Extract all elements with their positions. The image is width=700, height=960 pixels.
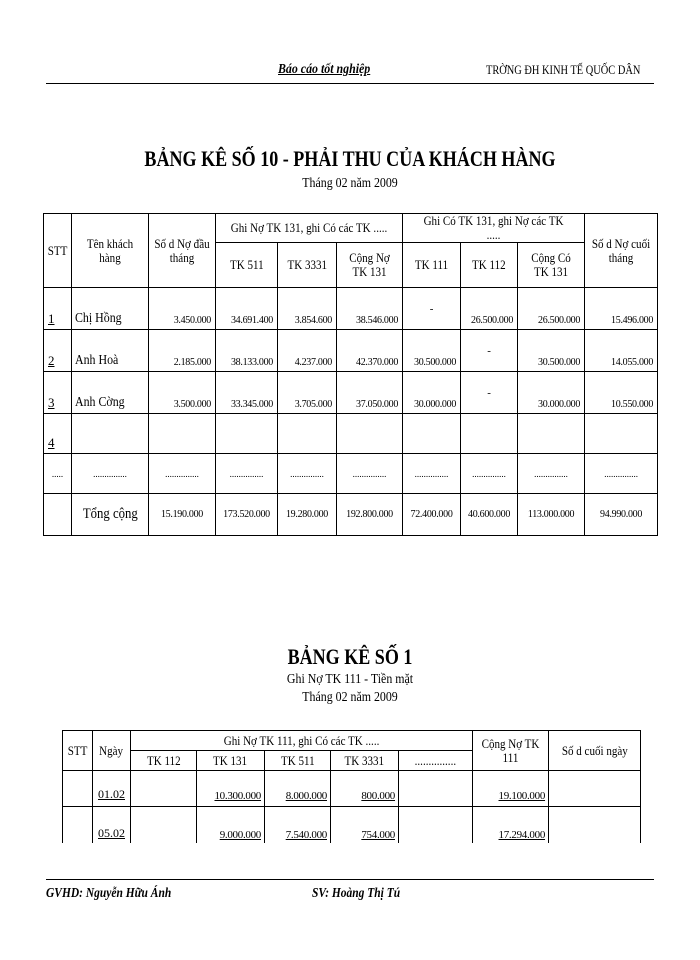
dots-cell: ............... <box>585 454 658 494</box>
total-closing: 94.990.000 <box>585 494 658 536</box>
row-opening: 3.450.000 <box>149 288 216 330</box>
table2-title: BẢNG KÊ SỐ 1 <box>287 644 413 669</box>
row-total: 17.294.000 <box>473 807 549 843</box>
row-date: 05.02 <box>93 807 131 843</box>
dots-cell: ............... <box>518 454 585 494</box>
row-stt: 2 <box>44 330 72 372</box>
row-stt: 3 <box>44 372 72 414</box>
total-tk112: 40.600.000 <box>461 494 518 536</box>
table1-title: BẢNG KÊ SỐ 10 - PHẢI THU CỦA KHÁCH HÀNG <box>144 146 556 171</box>
supervisor-name: GVHD: Nguyễn Hữu Ánh <box>46 886 172 901</box>
total-opening: 15.190.000 <box>149 494 216 536</box>
row-customer-name: Chị Hồng <box>72 288 149 330</box>
row-credit-total: 30.500.000 <box>518 330 585 372</box>
total-tk3331: 19.280.000 <box>278 494 337 536</box>
col-stt: STT <box>63 731 93 771</box>
col-debit-group: Ghi Nợ TK 131, ghi Có các TK ..... <box>216 214 403 243</box>
table-row <box>44 414 658 454</box>
row-tk111: 30.000.000 <box>403 372 461 414</box>
university-name: TRỜNG ĐH KINH TẾ QUỐC DÂN <box>486 62 641 77</box>
col-customer-name: Tên khách hàng <box>72 214 149 288</box>
row-tk511: 7.540.000 <box>265 807 331 843</box>
total-debit: 192.800.000 <box>337 494 403 536</box>
table2-subtitle: Ghi Nợ TK 111 - Tiền mặt <box>286 672 414 687</box>
footer-divider <box>46 879 654 880</box>
row-tk112: 26.500.000 <box>461 288 518 330</box>
col-tk112: TK 112 <box>131 751 197 771</box>
col-tk511: TK 511 <box>216 243 278 288</box>
dots-cell: ............... <box>216 454 278 494</box>
row-tk511: 8.000.000 <box>265 771 331 807</box>
row-closing: 15.496.000 <box>585 288 658 330</box>
col-debit-total: Cộng Nợ TK 131 <box>337 243 403 288</box>
row-tk131: 10.300.000 <box>197 771 265 807</box>
row-closing: 10.550.000 <box>585 372 658 414</box>
dots-cell: ............... <box>403 454 461 494</box>
table-row <box>44 330 658 372</box>
col-tk511: TK 511 <box>265 751 331 771</box>
total-credit: 113.000.000 <box>518 494 585 536</box>
col-more: ............... <box>399 751 473 771</box>
row-total: 19.100.000 <box>473 771 549 807</box>
total-label: Tổng cộng <box>72 494 149 536</box>
row-tk131: 9.000.000 <box>197 807 265 843</box>
table2-period: Tháng 02 năm 2009 <box>302 690 398 705</box>
dots-cell: ..... <box>44 454 72 494</box>
table-row <box>63 771 641 807</box>
row-opening: 2.185.000 <box>149 330 216 372</box>
total-tk511: 173.520.000 <box>216 494 278 536</box>
col-credit-group: Ghi Có TK 131, ghi Nợ các TK ..... <box>403 214 585 243</box>
col-date: Ngày <box>93 731 131 771</box>
col-tk111: TK 111 <box>403 243 461 288</box>
placeholder-row <box>44 454 658 494</box>
dots-cell: ............... <box>72 454 149 494</box>
row-opening: 3.500.000 <box>149 372 216 414</box>
header-divider <box>46 83 654 84</box>
row-date: 01.02 <box>93 771 131 807</box>
row-tk112: - <box>461 330 518 372</box>
col-credit-total: Cộng Có TK 131 <box>518 243 585 288</box>
col-tk131: TK 131 <box>197 751 265 771</box>
col-tk112: TK 112 <box>461 243 518 288</box>
table-row <box>63 807 641 843</box>
row-debit-total: 37.050.000 <box>337 372 403 414</box>
row-tk3331: 3.854.600 <box>278 288 337 330</box>
col-tk3331: TK 3331 <box>278 243 337 288</box>
dots-cell: ............... <box>337 454 403 494</box>
student-name: SV: Hoàng Thị Tú <box>312 886 401 901</box>
row-tk3331: 800.000 <box>331 771 399 807</box>
col-balance: Số d cuối ngày <box>549 731 641 771</box>
row-tk3331: 4.237.000 <box>278 330 337 372</box>
row-debit-total: 42.370.000 <box>337 330 403 372</box>
report-label: Báo cáo tốt nghiệp <box>278 62 371 77</box>
row-tk511: 33.345.000 <box>216 372 278 414</box>
row-tk111: - <box>403 288 461 330</box>
row-customer-name: Anh Hoà <box>72 330 149 372</box>
dots-cell: ............... <box>149 454 216 494</box>
row-tk3331: 3.705.000 <box>278 372 337 414</box>
row-tk112: - <box>461 372 518 414</box>
row-tk511: 34.691.400 <box>216 288 278 330</box>
col-tk3331: TK 3331 <box>331 751 399 771</box>
table-row <box>44 372 658 414</box>
row-customer-name: Anh Cờng <box>72 372 149 414</box>
col-total: Cộng Nợ TK 111 <box>473 731 549 771</box>
row-closing: 14.055.000 <box>585 330 658 372</box>
col-opening-balance: Số d Nợ đầu tháng <box>149 214 216 288</box>
row-credit-total: 26.500.000 <box>518 288 585 330</box>
cash-table <box>62 730 641 843</box>
row-stt: 1 <box>44 288 72 330</box>
total-tk111: 72.400.000 <box>403 494 461 536</box>
row-tk511: 38.133.000 <box>216 330 278 372</box>
dots-cell: ............... <box>278 454 337 494</box>
receivables-table <box>43 213 658 536</box>
row-stt: 4 <box>44 414 72 454</box>
col-closing-balance: Số d Nợ cuối tháng <box>585 214 658 288</box>
col-stt: STT <box>44 214 72 288</box>
row-tk3331: 754.000 <box>331 807 399 843</box>
row-tk111: 30.500.000 <box>403 330 461 372</box>
row-debit-total: 38.546.000 <box>337 288 403 330</box>
dots-cell: ............... <box>461 454 518 494</box>
row-credit-total: 30.000.000 <box>518 372 585 414</box>
table-row <box>44 288 658 330</box>
total-row <box>44 494 658 536</box>
table1-subtitle: Tháng 02 năm 2009 <box>302 176 398 191</box>
col-group: Ghi Nợ TK 111, ghi Có các TK ..... <box>131 731 473 751</box>
